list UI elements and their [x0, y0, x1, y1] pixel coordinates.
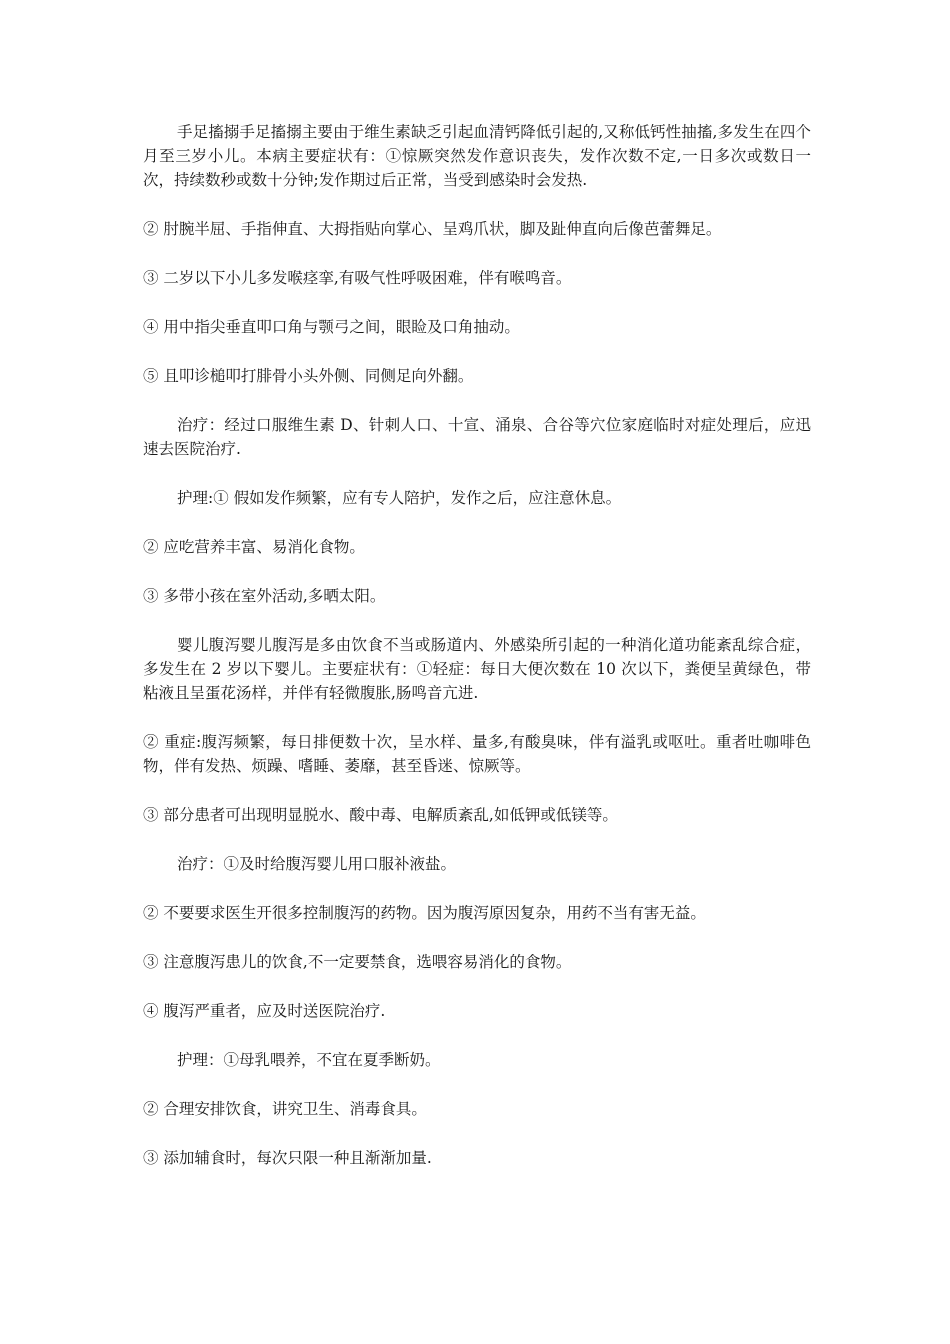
paragraph-diarrhea-treatment-2: ② 不要要求医生开很多控制腹泻的药物。因为腹泻原因复杂，用药不当有害无益。 — [143, 904, 706, 922]
paragraph-diarrhea-care-3: ③ 添加辅食时，每次只限一种且渐渐加量. — [143, 1149, 432, 1167]
paragraph-diarrhea-care-2: ② 合理安排饮食，讲究卫生、消毒食具。 — [143, 1100, 427, 1118]
paragraph-symptom-5: ⑤ 且叩诊槌叩打腓骨小头外侧、同侧足向外翻。 — [143, 367, 474, 385]
paragraph-diarrhea-treatment-1: 治疗：①及时给腹泻婴儿用口服补液盐。 — [177, 855, 457, 873]
paragraph-tetany-care-1: 护理:① 假如发作频繁，应有专人陪护，发作之后，应注意休息。 — [177, 489, 622, 507]
paragraph-tetany-care-3: ③ 多带小孩在室外活动,多晒太阳。 — [143, 587, 386, 605]
paragraph-tetany-intro: 手足搐搦手足搐搦主要由于维生素缺乏引起血清钙降低引起的,又称低钙性抽搐,多发生在四个月至三岁小儿。本病主要症状有：①惊厥突然发作意识丧失，发作次数不定,一日多次或数日一次，持续数秒或数十分钟;发作期过后正常，当受到感染时会发热. — [143, 123, 811, 189]
paragraph-diarrhea-care-1: 护理：①母乳喂养，不宜在夏季断奶。 — [177, 1051, 441, 1069]
paragraph-symptom-3: ③ 二岁以下小儿多发喉痉挛,有吸气性呼吸困难，伴有喉鸣音。 — [143, 269, 572, 287]
paragraph-tetany-treatment: 治疗：经过口服维生素 D、针刺人口、十宣、涌泉、合谷等穴位家庭临时对症处理后，应迅速去医院治疗. — [143, 416, 811, 458]
paragraph-diarrhea-intro: 婴儿腹泻婴儿腹泻是多由饮食不当或肠道内、外感染所引起的一种消化道功能紊乱综合症，多发生在 2 岁以下婴儿。主要症状有：①轻症：每日大便次数在 10 次以下，粪便呈黄绿色，带粘液且呈蛋花汤样，并伴有轻微腹胀,肠鸣音亢进. — [143, 636, 811, 702]
paragraph-symptom-2: ② 肘腕半屈、手指伸直、大拇指贴向掌心、呈鸡爪状，脚及趾伸直向后像芭蕾舞足。 — [143, 220, 722, 238]
document-body — [143, 120, 811, 1195]
paragraph-tetany-care-2: ② 应吃营养丰富、易消化食物。 — [143, 538, 365, 556]
paragraph-symptom-4: ④ 用中指尖垂直叩口角与颚弓之间，眼睑及口角抽动。 — [143, 318, 520, 336]
paragraph-diarrhea-severe: ② 重症:腹泻频繁，每日排便数十次，呈水样、量多,有酸臭味，伴有溢乳或呕吐。重者吐咖啡色物，伴有发热、烦躁、嗜睡、萎靡，甚至昏迷、惊厥等。 — [143, 733, 811, 775]
paragraph-diarrhea-treatment-3: ③ 注意腹泻患儿的饮食,不一定要禁食，选喂容易消化的食物。 — [143, 953, 572, 971]
paragraph-diarrhea-dehydration: ③ 部分患者可出现明显脱水、酸中毒、电解质紊乱,如低钾或低镁等。 — [143, 806, 618, 824]
paragraph-diarrhea-treatment-4: ④ 腹泻严重者，应及时送医院治疗. — [143, 1002, 386, 1020]
